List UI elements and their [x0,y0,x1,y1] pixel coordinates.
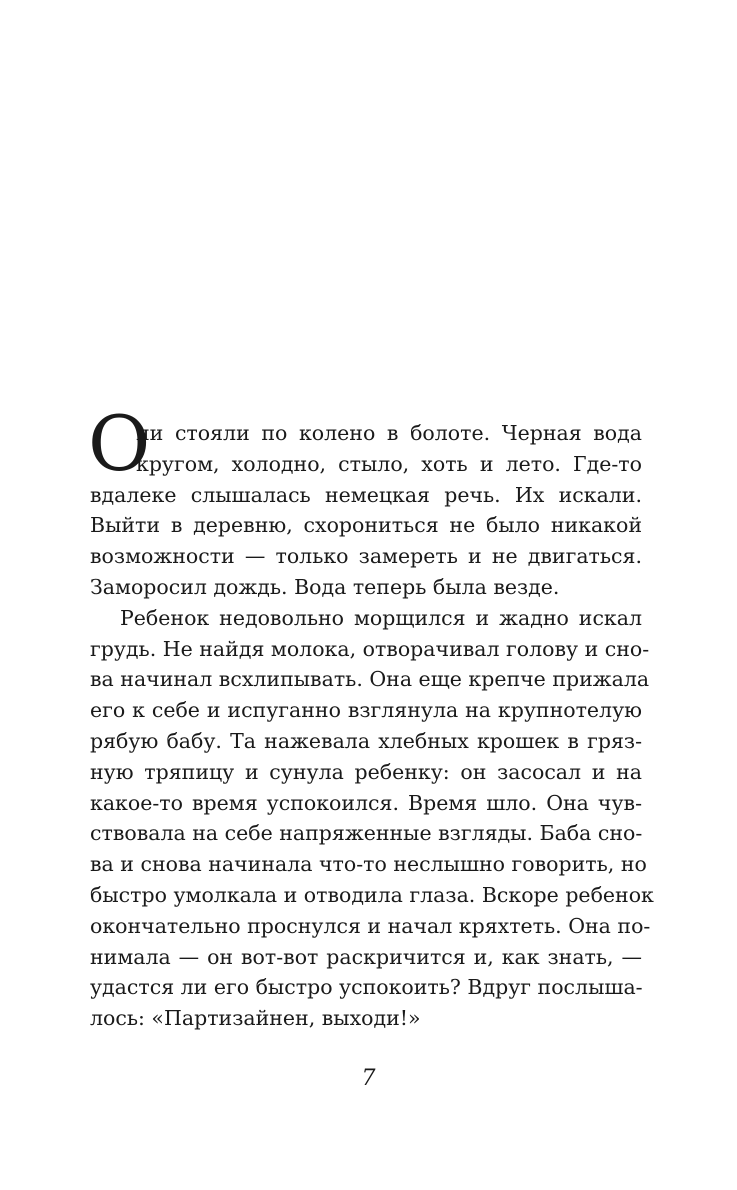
text-line: кругом, холодно, стыло, хоть и лето. Где-то [136,451,642,476]
text-line: ную тряпицу и сунула ребенку: он засосал и на [90,759,642,784]
text-line: возможности — только замереть и не двигаться. [90,544,642,569]
text-line: быстро умолкала и отводила глаза. Вскоре ребенок [90,882,654,907]
text-line: Выйти в деревню, схорониться не было никакой [90,513,642,538]
text-line: грудь. Не найдя молока, отворачивал голову и сно- [90,636,650,661]
text-line: ствовала на себе напряженные взгляды. Баба сно- [90,821,643,846]
text-line: ни стояли по колено в болоте. Черная вода [136,421,642,445]
text-line: ва и снова начинала что-то неслышно говорить, но [90,852,647,877]
text-line: какое-то время успокоился. Время шло. Она чув- [90,790,642,815]
text-line: Ребенок недовольно морщился и жадно искал [120,605,642,630]
drop-cap: О [88,399,151,488]
text-line: окончательно проснулся и начал кряхтеть. Она по- [90,913,651,938]
text-line: нимала — он вот-вот раскричится и, как знать, — [90,944,642,969]
text-line: Заморосил дождь. Вода теперь была везде. [90,574,560,599]
text-line: лось: «Партизайнен, выходи!» [90,1006,421,1031]
page-number: 7 [361,1066,376,1091]
text-line: его к себе и испуганно взглянула на крупнотелую [90,698,642,723]
text-line: ва начинал всхлипывать. Она еще крепче прижала [90,667,650,692]
text-line: рябую бабу. Та нажевала хлебных крошек в гряз- [90,728,642,753]
body-text [90,418,654,1034]
text-line: удастся ли его быстро успокоить? Вдруг послыша- [90,975,643,1000]
text-line: вдалеке слышалась немецкая речь. Их искали. [90,482,642,507]
